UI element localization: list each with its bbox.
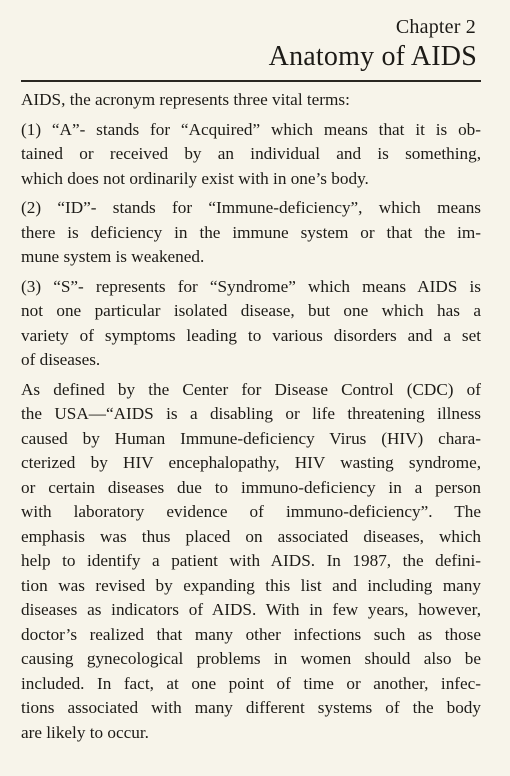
paragraph-intro [21, 88, 481, 113]
text-line: tion was revised by expanding this list and including many [21, 575, 481, 595]
text-line: causing gynecological problems in women should also be [21, 649, 481, 668]
chapter-title: Anatomy of AIDS [268, 41, 477, 72]
text-line: diseases as indicators of AIDS. With in few years, however, [21, 600, 481, 619]
text-line: help to identify a patient with AIDS. In 1987, the defini- [21, 551, 481, 570]
text-line: there is deficiency in the immune system or that the im- [21, 222, 481, 242]
text-line: tained or received by an individual and is something, [21, 144, 481, 163]
text-line: or certain diseases due to immuno-deficiency in a person [21, 477, 481, 497]
text-line: (3) “S”- represents for “Syndrome” which means AIDS is [21, 276, 481, 296]
text-line: caused by Human Immune-deficiency Virus (HIV) chara- [21, 428, 481, 448]
text-line: included. In fact, at one point of time or another, infec- [21, 673, 481, 693]
text-line: doctor’s realized that many other infections such as those [21, 624, 481, 644]
text-line: with laboratory evidence of immuno-deficiency”. The [21, 502, 481, 521]
text-line: (1) “A”- stands for “Acquired” which means that it is ob- [21, 119, 481, 139]
text-line: cterized by HIV encephalopathy, HIV wasting syndrome, [21, 453, 481, 472]
text-line: are likely to occur. [21, 722, 149, 742]
text-line: tions associated with many different systems of the body [21, 698, 481, 717]
text-line: which does not ordinarily exist with in one’s body. [21, 168, 369, 188]
text-line: variety of symptoms leading to various disorders and a set [21, 325, 481, 345]
body-text [21, 88, 481, 750]
paragraph-syndrome [21, 275, 481, 373]
header-rule [21, 80, 481, 82]
text-line: (2) “ID”- stands for “Immune-deficiency”, which means [21, 198, 481, 217]
chapter-label: Chapter 2 [395, 16, 476, 38]
paragraph-cdc-definition [21, 378, 481, 746]
text-line: mune system is weakened. [21, 247, 205, 266]
text-line: As defined by the Center for Disease Control (CDC) of [21, 379, 481, 399]
text-line: emphasis was thus placed on associated diseases, which [21, 526, 481, 546]
paragraph-acquired [21, 118, 481, 192]
text-line: AIDS, the acronym represents three vital terms: [21, 90, 350, 109]
paragraph-immune-deficiency [21, 196, 481, 270]
text-line: the USA—“AIDS is a disabling or life threatening illness [21, 404, 481, 423]
text-line: not one particular isolated disease, but one which has a [21, 301, 481, 320]
text-line: of diseases. [21, 350, 101, 369]
